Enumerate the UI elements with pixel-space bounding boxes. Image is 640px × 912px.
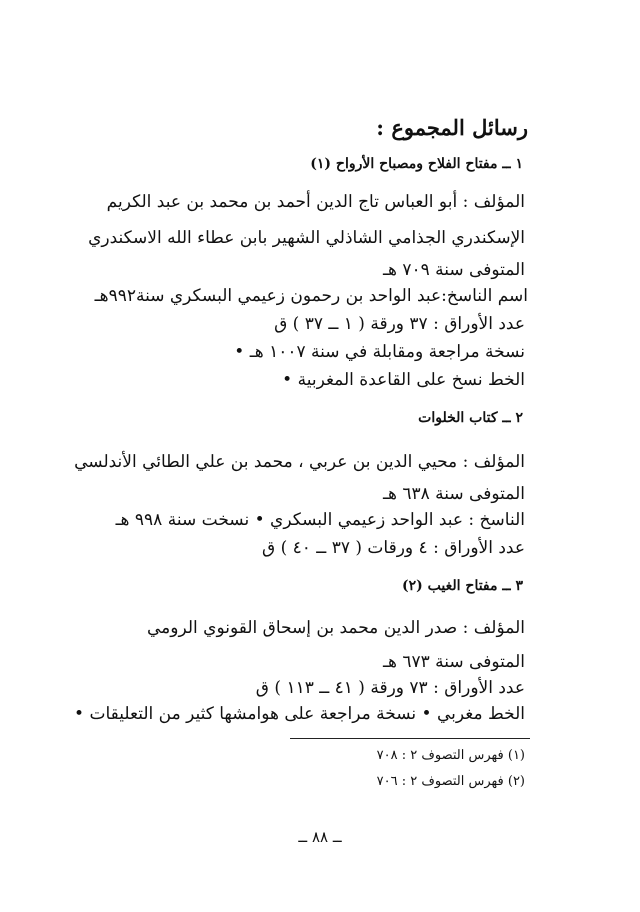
footnote-divider <box>290 738 530 739</box>
section-1-line: الإسكندري الجذامي الشاذلي الشهير بابن عطاء الله الاسكندري <box>88 228 525 248</box>
section-3-line: الخط مغربي • نسخة مراجعة على هوامشها كثير من التعليقات • <box>74 704 525 724</box>
section-2-line: المتوفى سنة ٦٣٨ هـ <box>382 484 525 504</box>
section-1-line: الخط نسخ على القاعدة المغربية • <box>282 370 525 390</box>
section-1-line: نسخة مراجعة ومقابلة في سنة ١٠٠٧ هـ • <box>234 342 525 362</box>
section-3-line: المتوفى سنة ٦٧٣ هـ <box>382 652 525 672</box>
section-1-title: ١ ــ مفتاح الفلاح ومصباح الأرواح (١) <box>310 156 523 172</box>
section-1-line: المتوفى سنة ٧٠٩ هـ <box>382 260 525 280</box>
section-3-line: عدد الأوراق : ٧٣ ورقة ( ٤١ ــ ١١٣ ) ق <box>255 678 525 698</box>
footnote: (١) فهرس التصوف ٢ : ٧٠٨ <box>376 748 525 763</box>
section-1-line: عدد الأوراق : ٣٧ ورقة ( ١ ــ ٣٧ ) ق <box>274 314 525 334</box>
section-2-line: الناسخ : عبد الواحد زعيمي البسكري • نسخت سنة ٩٩٨ هـ <box>115 510 525 530</box>
section-2-line: المؤلف : محيي الدين بن عربي ، محمد بن علي الطائي الأندلسي <box>74 452 525 472</box>
section-1-line: المؤلف : أبو العباس تاج الدين أحمد بن محمد بن عبد الكريم <box>106 192 525 212</box>
section-2-line: عدد الأوراق : ٤ ورقات ( ٣٧ ــ ٤٠ ) ق <box>262 538 525 558</box>
section-3-title: ٣ ــ مفتاح الغيب (٢) <box>402 578 523 594</box>
footnote: (٢) فهرس التصوف ٢ : ٧٠٦ <box>376 774 525 789</box>
page-heading: رسائل المجموع : <box>376 115 528 140</box>
page-number: ــ ٨٨ ــ <box>298 828 342 846</box>
section-2-title: ٢ ــ كتاب الخلوات <box>418 410 523 426</box>
section-3-line: المؤلف : صدر الدين محمد بن إسحاق القونوي الرومي <box>146 618 525 638</box>
section-1-line: اسم الناسخ:عبد الواحد بن رحمون زعيمي البسكري سنة٩٩٢هـ <box>94 286 528 306</box>
